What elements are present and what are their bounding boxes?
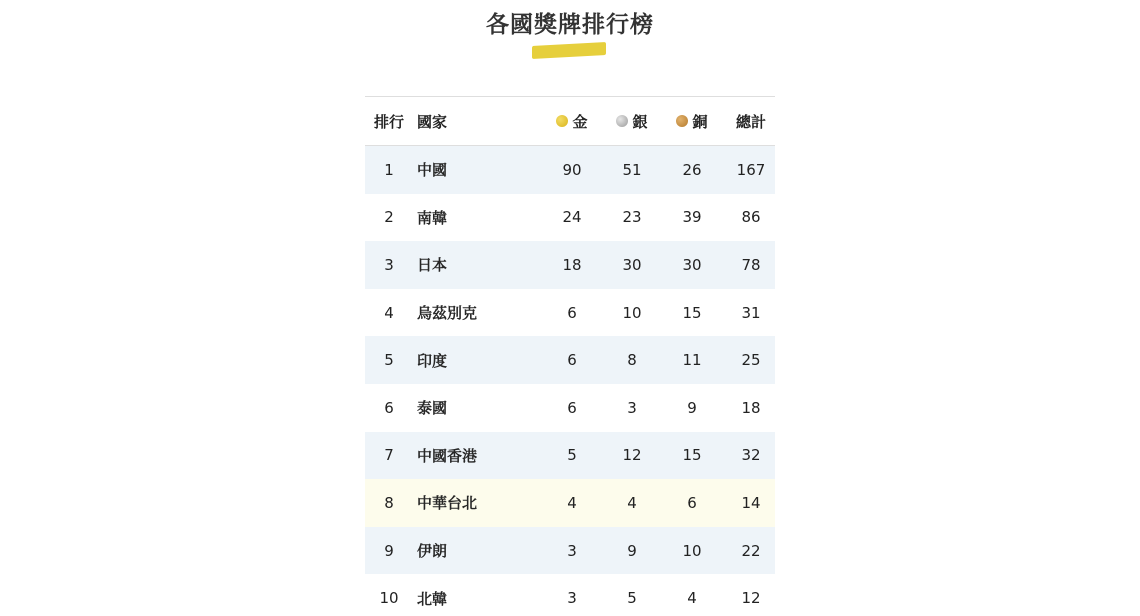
- table-row: [365, 527, 775, 575]
- country-cell: 南韓: [417, 208, 448, 227]
- silver-cell: 9: [627, 541, 637, 560]
- bronze-cell: 26: [682, 160, 702, 179]
- country-cell: 印度: [417, 351, 448, 370]
- header-bronze-label: 銅: [692, 112, 708, 131]
- header-bronze: [668, 97, 716, 145]
- table-header-row: [365, 97, 775, 146]
- rank-cell: 6: [384, 398, 394, 417]
- total-cell: 78: [741, 255, 761, 274]
- total-cell: 167: [736, 160, 766, 179]
- header-country: 國家: [417, 112, 448, 131]
- bronze-cell: 10: [682, 541, 702, 560]
- rank-cell: 7: [384, 446, 394, 465]
- bronze-cell: 39: [682, 208, 702, 227]
- table-row: [365, 432, 775, 480]
- total-cell: 32: [741, 446, 761, 465]
- rank-cell: 9: [384, 541, 394, 560]
- rank-cell: 10: [379, 589, 399, 608]
- table-row-highlighted: [365, 479, 775, 527]
- header-gold-label: 金: [572, 112, 588, 131]
- table-row: [365, 384, 775, 432]
- country-cell: 北韓: [417, 589, 448, 608]
- header-rank: 排行: [373, 112, 404, 131]
- gold-cell: 3: [567, 589, 577, 608]
- medal-table: [365, 96, 775, 616]
- country-cell: 伊朗: [417, 542, 448, 561]
- country-cell: 中國: [417, 161, 448, 180]
- total-cell: 12: [741, 589, 761, 608]
- table-row: [365, 146, 775, 194]
- gold-cell: 90: [562, 160, 582, 179]
- table-row: [365, 289, 775, 337]
- gold-cell: 6: [567, 303, 577, 322]
- silver-cell: 12: [622, 446, 642, 465]
- gold-cell: 24: [562, 208, 582, 227]
- country-cell: 日本: [417, 256, 448, 275]
- bronze-cell: 15: [682, 303, 702, 322]
- silver-cell: 4: [627, 493, 637, 512]
- gold-cell: 6: [567, 398, 577, 417]
- table-row: [365, 574, 775, 616]
- gold-medal-icon: [556, 115, 568, 127]
- rank-cell: 2: [384, 208, 394, 227]
- rank-cell: 8: [384, 493, 394, 512]
- total-cell: 22: [741, 541, 761, 560]
- table-row: [365, 336, 775, 384]
- rank-cell: 5: [384, 351, 394, 370]
- bronze-cell: 30: [682, 255, 702, 274]
- bronze-cell: 11: [682, 351, 702, 370]
- bronze-cell: 15: [682, 446, 702, 465]
- header-total: 總計: [735, 112, 766, 131]
- gold-cell: 18: [562, 255, 582, 274]
- total-cell: 18: [741, 398, 761, 417]
- bronze-cell: 4: [687, 589, 697, 608]
- gold-cell: 3: [567, 541, 577, 560]
- country-cell: 烏茲別克: [417, 304, 478, 323]
- rank-cell: 1: [384, 160, 394, 179]
- gold-cell: 5: [567, 446, 577, 465]
- total-cell: 25: [741, 351, 761, 370]
- gold-cell: 4: [567, 493, 577, 512]
- country-cell: 中國香港: [417, 446, 478, 465]
- header-silver-label: 銀: [632, 112, 648, 131]
- total-cell: 31: [741, 303, 761, 322]
- page-title: 各國獎牌排行榜: [486, 12, 654, 38]
- title-underline: [532, 42, 606, 59]
- silver-cell: 51: [622, 160, 642, 179]
- bronze-medal-icon: [676, 115, 688, 127]
- silver-cell: 30: [622, 255, 642, 274]
- bronze-cell: 6: [687, 493, 697, 512]
- country-cell: 泰國: [417, 399, 448, 418]
- total-cell: 86: [741, 208, 761, 227]
- total-cell: 14: [741, 493, 761, 512]
- silver-cell: 5: [627, 589, 637, 608]
- country-cell: 中華台北: [417, 494, 478, 513]
- bronze-cell: 9: [687, 398, 697, 417]
- silver-cell: 10: [622, 303, 642, 322]
- silver-cell: 23: [622, 208, 642, 227]
- silver-medal-icon: [616, 115, 628, 127]
- rank-cell: 3: [384, 255, 394, 274]
- table-row: [365, 194, 775, 242]
- silver-cell: 8: [627, 351, 637, 370]
- header-silver: [608, 97, 656, 145]
- silver-cell: 3: [627, 398, 637, 417]
- rank-cell: 4: [384, 303, 394, 322]
- table-row: [365, 241, 775, 289]
- gold-cell: 6: [567, 351, 577, 370]
- header-gold: [548, 97, 596, 145]
